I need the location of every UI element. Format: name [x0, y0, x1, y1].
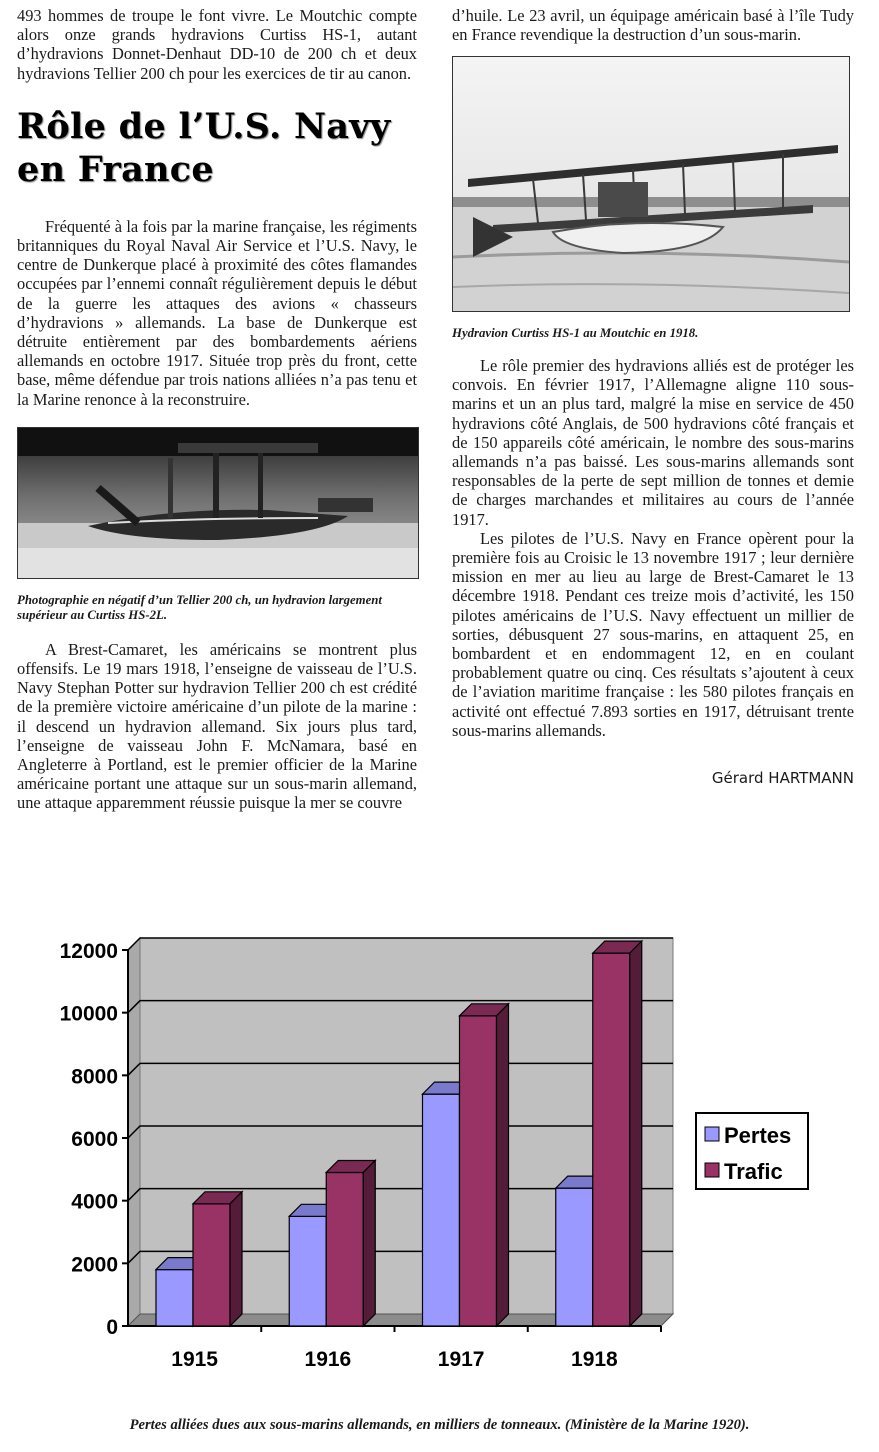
- legend-label-pertes: Pertes: [724, 1123, 792, 1148]
- y-tick-label: 2000: [71, 1253, 118, 1277]
- x-tick-label: 1916: [304, 1348, 352, 1371]
- left-intro-paragraph: 493 hommes de troupe le font vivre. Le Moutchic compte alors onze grands hydravions Curtiss HS-1, autant d’hydravions Donnet-Denhaut DD-10 de 200 ch et deux hydravions Tellier 200 ch pour les exercices de tir au canon.: [17, 6, 417, 83]
- tellier-seaplane-illustration: [18, 428, 418, 578]
- bar-side-trafic-1916: [363, 1160, 375, 1326]
- y-tick-label: 0: [106, 1316, 118, 1339]
- author-signature: Gérard HARTMANN: [711, 768, 854, 787]
- tellier-negative-photo: [17, 427, 419, 579]
- brest-camaret-paragraph: A Brest-Camaret, les américains se montrent plus offensifs. Le 19 mars 1918, l’enseigne de vaisseau de l’U.S. Navy Stephan Potter sur hydravion Tellier 200 ch est crédité de la première victoire américaine d’un pilote de la marine : il descend un hydravion allemand. Six jours plus tard, l’enseigne de vaisseau John F. McNamara, basé en Angleterre à Portland, est le premier officier de la Marine américaine portant une attaque sur un sous-marin allemand, une attaque apparemment réussie puisque la mer se couvre: [17, 639, 417, 813]
- bar-pertes-1917: [423, 1094, 460, 1326]
- losses-bar-chart: [0, 920, 879, 1390]
- tellier-photo-caption: Photographie en négatif d’un Tellier 200 ch, un hydravion largement supérieur au Curtiss HS-2L.: [17, 592, 382, 623]
- right-column: [452, 6, 854, 788]
- bar-pertes-1915: [156, 1270, 193, 1326]
- chart-caption: Pertes alliées dues aux sous-marins allemands, en milliers de tonneaux. (Ministère de la Marine 1920).: [129, 1416, 750, 1433]
- curtiss-photo-caption: Hydravion Curtiss HS-1 au Moutchic en 1918.: [452, 326, 699, 341]
- dunkerque-paragraph: Fréquenté à la fois par la marine française, les régiments britanniques du Royal Naval Air Service et l’U.S. Navy, le centre de Dunkerque placé à proximité des côtes flamandes occupées par l’ennemi connaît régulièrement depuis le début de la guerre les attaques des avions « chasseurs d’hydravions » allemands. La base de Dunkerque est détruite entièrement par des bombardements aériens allemands en octobre 1917. Située trop près du front, cette base, même défendue par trois nations alliées n’a pas tenu et la Marine renonce à la reconstruire.: [17, 216, 417, 409]
- x-tick-label: 1915: [171, 1348, 218, 1371]
- section-heading: Rôle de l’U.S. Navy en France: [17, 105, 391, 190]
- bar-trafic-1917: [460, 1016, 497, 1326]
- curtiss-seaplane-illustration: [453, 57, 849, 311]
- curtiss-hs1-photo: [452, 56, 850, 312]
- convoy-protection-paragraph: Le rôle premier des hydravions alliés est de protéger les convois. En février 1917, l’Allemagne aligne 110 sous-marins et un an plus tard, malgré la mise en service de 450 hydravions côté Anglais, de 500 hydravions côté français et de 150 appareils côté américain, le nombre des sous-marins allemands n’a pas baissé. Les sous-marins allemands sont responsables de la perte de sept million de tonnes et demie de charges marchandes et militaires au cours de l’année 1917.: [452, 355, 854, 529]
- legend-label-trafic: Trafic: [724, 1159, 783, 1184]
- x-tick-label: 1917: [437, 1348, 485, 1371]
- y-tick-label: 4000: [71, 1190, 118, 1214]
- bar-trafic-1915: [193, 1204, 230, 1326]
- legend-swatch-pertes: [705, 1127, 719, 1141]
- bar-side-trafic-1918: [630, 941, 642, 1326]
- us-navy-pilots-paragraph: Les pilotes de l’U.S. Navy en France opèrent pour la première fois au Croisic le 13 novembre 1917 ; leur dernière mission en mer au lieu au large de Brest-Camaret le 13 décembre 1918. Pendant ces treize mois d’activité, les 150 pilotes américains de l’U.S. Navy effectuent un millier de sorties, débusquent 27 sous-marins, en attaquent 25, en bombardent et en endommagent 12, en en coulant probablement quatre ou cinq. Ces résultats s’ajoutent à ceux de l’aviation maritime française : les 580 pilotes français en activité ont effectué 7.893 sorties en 1917, détruisant trente sous-marins allemands.: [452, 528, 854, 740]
- bar-pertes-1918: [556, 1188, 593, 1326]
- y-tick-label: 8000: [71, 1065, 118, 1089]
- y-tick-label: 12000: [59, 940, 118, 963]
- y-tick-label: 10000: [59, 1002, 118, 1026]
- chart-svg: [0, 920, 879, 1390]
- bar-trafic-1918: [593, 953, 630, 1326]
- bar-pertes-1916: [289, 1216, 326, 1326]
- x-tick-label: 1918: [571, 1348, 618, 1371]
- y-tick-label: 6000: [71, 1128, 118, 1151]
- legend-swatch-trafic: [705, 1163, 719, 1177]
- bar-trafic-1916: [326, 1172, 363, 1326]
- bar-side-trafic-1915: [230, 1192, 242, 1326]
- right-intro-paragraph: d’huile. Le 23 avril, un équipage américain basé à l’île Tudy en France revendique la destruction d’un sous-marin.: [452, 6, 854, 45]
- bar-side-trafic-1917: [497, 1004, 509, 1326]
- left-column: [17, 6, 417, 813]
